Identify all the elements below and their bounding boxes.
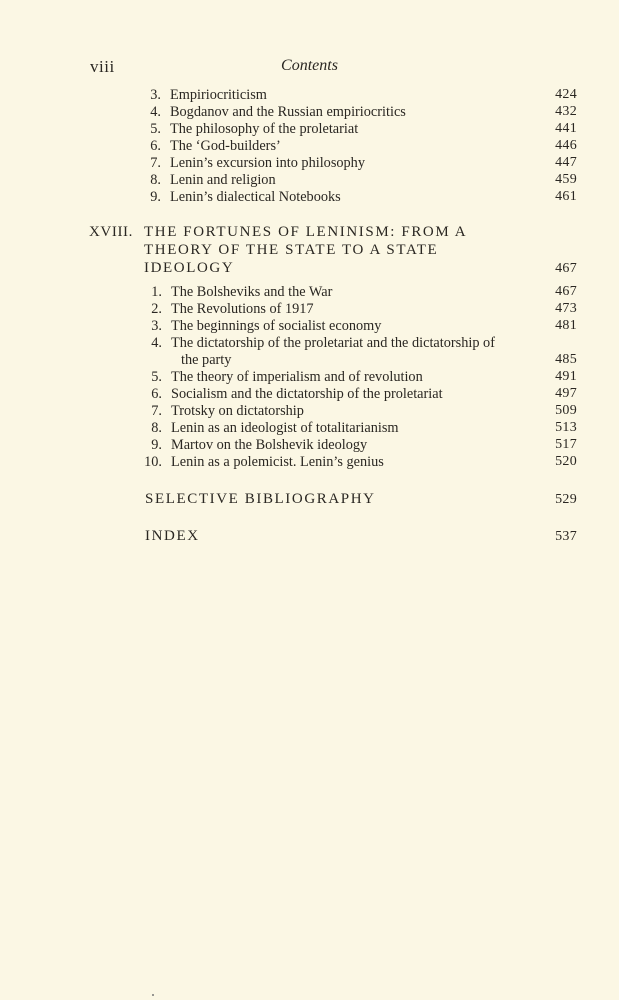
entry-page: 447 <box>555 155 577 170</box>
entry-title: The beginnings of socialist economy <box>171 318 382 334</box>
entry-number: 2. <box>151 301 162 317</box>
chapter-page: 467 <box>555 261 577 276</box>
entry-title: Lenin and religion <box>170 172 276 188</box>
entry-page: 461 <box>555 189 577 204</box>
entry-number: 9. <box>151 437 162 453</box>
entry-number: 8. <box>151 420 162 436</box>
paper-speck <box>152 994 154 996</box>
entry-page: 459 <box>555 172 577 187</box>
entry-title: The theory of imperialism and of revolution <box>171 369 423 385</box>
entry-title: Bogdanov and the Russian empiriocritics <box>170 104 406 120</box>
entry-title: The dictatorship of the proletariat and the dictatorship of <box>171 335 495 351</box>
bibliography-page: 529 <box>555 492 577 507</box>
entry-title: The philosophy of the proletariat <box>170 121 359 137</box>
entry-title: Trotsky on dictatorship <box>171 403 304 419</box>
entry-page: 481 <box>555 318 577 333</box>
entry-page: 424 <box>555 87 577 102</box>
entry-number: 3. <box>150 87 161 103</box>
entry-number: 8. <box>150 172 161 188</box>
entry-title: The Bolsheviks and the War <box>171 284 333 300</box>
entry-title: Martov on the Bolshevik ideology <box>171 437 368 453</box>
entry-number: 10. <box>144 454 162 470</box>
folio: viii <box>90 57 115 76</box>
entry-page: 473 <box>555 301 577 316</box>
entry-page: 491 <box>555 369 577 384</box>
entry-number: 4. <box>150 104 161 120</box>
entry-number: 6. <box>150 138 161 154</box>
chapter-title-line: THEORY OF THE STATE TO A STATE <box>144 242 439 258</box>
entry-number: 6. <box>151 386 162 402</box>
entry-page: 432 <box>555 104 577 119</box>
entry-title: The Revolutions of 1917 <box>171 301 314 317</box>
entry-page: 520 <box>555 454 577 469</box>
entry-page: 441 <box>555 121 577 136</box>
running-head: Contents <box>281 57 338 74</box>
entry-page: 446 <box>555 138 577 153</box>
entry-number: 4. <box>151 335 162 351</box>
bibliography-entry: SELECTIVE BIBLIOGRAPHY <box>145 491 376 507</box>
entry-title: Lenin as an ideologist of totalitarianism <box>171 420 399 436</box>
chapter-title-line: THE FORTUNES OF LENINISM: FROM A <box>144 224 468 240</box>
entry-page: 517 <box>555 437 577 452</box>
entry-title: The ‘God-builders’ <box>170 138 281 154</box>
entry-page: 509 <box>555 403 577 418</box>
entry-title: Lenin’s excursion into philosophy <box>170 155 365 171</box>
entry-title: Lenin as a polemicist. Lenin’s genius <box>171 454 384 470</box>
chapter-title-line: IDEOLOGY <box>144 260 235 276</box>
entry-title: Socialism and the dictatorship of the proletariat <box>171 386 443 402</box>
entry-page: 513 <box>555 420 577 435</box>
entry-number: 1. <box>151 284 162 300</box>
entry-page: 467 <box>555 284 577 299</box>
entry-title: Empiriocriticism <box>170 87 267 103</box>
entry-page: 485 <box>555 352 577 367</box>
entry-title: Lenin’s dialectical Notebooks <box>170 189 341 205</box>
chapter-number: XVIII. <box>89 224 134 240</box>
entry-number: 5. <box>151 369 162 385</box>
entry-number: 5. <box>150 121 161 137</box>
entry-number: 3. <box>151 318 162 334</box>
entry-number: 7. <box>150 155 161 171</box>
index-page: 537 <box>555 529 577 544</box>
index-entry: INDEX <box>145 528 200 544</box>
entry-page: 497 <box>555 386 577 401</box>
entry-title-continuation: the party <box>181 352 232 368</box>
entry-number: 9. <box>150 189 161 205</box>
entry-number: 7. <box>151 403 162 419</box>
